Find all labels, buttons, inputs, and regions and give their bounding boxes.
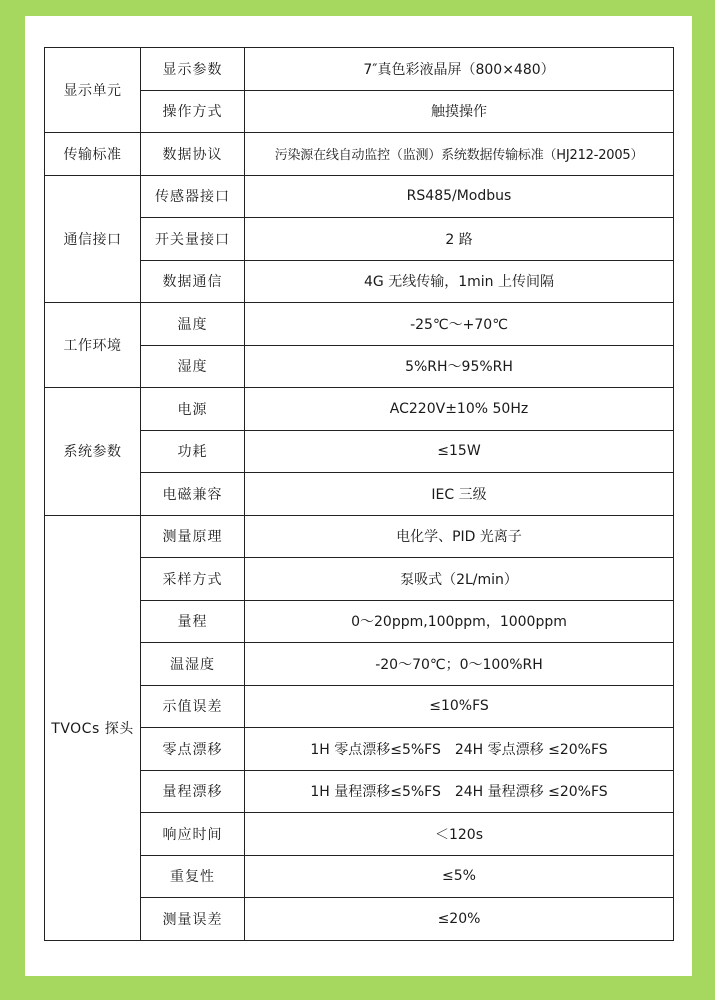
value-cell: 7″真色彩液晶屏（800×480） (245, 48, 674, 91)
group-cell: 传输标准 (45, 133, 141, 176)
param-cell: 数据协议 (141, 133, 245, 176)
param-cell: 湿度 (141, 345, 245, 388)
param-cell: 操作方式 (141, 90, 245, 133)
value-cell: ≤15W (245, 430, 674, 473)
param-cell: 温度 (141, 303, 245, 346)
table-row (45, 303, 674, 346)
param-cell: 量程 (141, 600, 245, 643)
value-cell: -25℃～+70℃ (245, 303, 674, 346)
value-cell: 触摸操作 (245, 90, 674, 133)
group-cell: 通信接口 (45, 175, 141, 303)
table-row (45, 515, 674, 558)
spec-table (44, 47, 674, 941)
param-cell: 温湿度 (141, 643, 245, 686)
value-cell: IEC 三级 (245, 473, 674, 516)
param-cell: 重复性 (141, 855, 245, 898)
value-cell: 1H 零点漂移≤5%FS 24H 零点漂移 ≤20%FS (245, 728, 674, 771)
table-row (45, 175, 674, 218)
table-row (45, 48, 674, 91)
group-cell: 显示单元 (45, 48, 141, 133)
param-cell: 量程漂移 (141, 770, 245, 813)
table-row (45, 388, 674, 431)
value-cell: 电化学、PID 光离子 (245, 515, 674, 558)
value-cell: 1H 量程漂移≤5%FS 24H 量程漂移 ≤20%FS (245, 770, 674, 813)
value-cell: ≤5% (245, 855, 674, 898)
param-cell: 零点漂移 (141, 728, 245, 771)
spec-sheet (25, 16, 692, 976)
param-cell: 电源 (141, 388, 245, 431)
param-cell: 采样方式 (141, 558, 245, 601)
group-cell: 工作环境 (45, 303, 141, 388)
group-cell: 系统参数 (45, 388, 141, 516)
value-cell: RS485/Modbus (245, 175, 674, 218)
value-cell: 2 路 (245, 218, 674, 261)
param-cell: 开关量接口 (141, 218, 245, 261)
value-cell: AC220V±10% 50Hz (245, 388, 674, 431)
param-cell: 显示参数 (141, 48, 245, 91)
param-cell: 数据通信 (141, 260, 245, 303)
param-cell: 测量原理 (141, 515, 245, 558)
param-cell: 传感器接口 (141, 175, 245, 218)
value-cell: ≤10%FS (245, 685, 674, 728)
param-cell: 响应时间 (141, 813, 245, 856)
param-cell: 功耗 (141, 430, 245, 473)
value-cell: ≤20% (245, 898, 674, 941)
value-cell: -20～70℃；0～100%RH (245, 643, 674, 686)
group-cell: TVOCs 探头 (45, 515, 141, 940)
param-cell: 示值误差 (141, 685, 245, 728)
value-cell: 泵吸式（2L/min） (245, 558, 674, 601)
param-cell: 测量误差 (141, 898, 245, 941)
value-cell: 5%RH～95%RH (245, 345, 674, 388)
value-cell: 污染源在线自动监控（监测）系统数据传输标准（HJ212-2005） (245, 133, 674, 176)
param-cell: 电磁兼容 (141, 473, 245, 516)
value-cell: 0～20ppm,100ppm，1000ppm (245, 600, 674, 643)
table-row (45, 133, 674, 176)
value-cell: 4G 无线传输，1min 上传间隔 (245, 260, 674, 303)
value-cell: ＜120s (245, 813, 674, 856)
